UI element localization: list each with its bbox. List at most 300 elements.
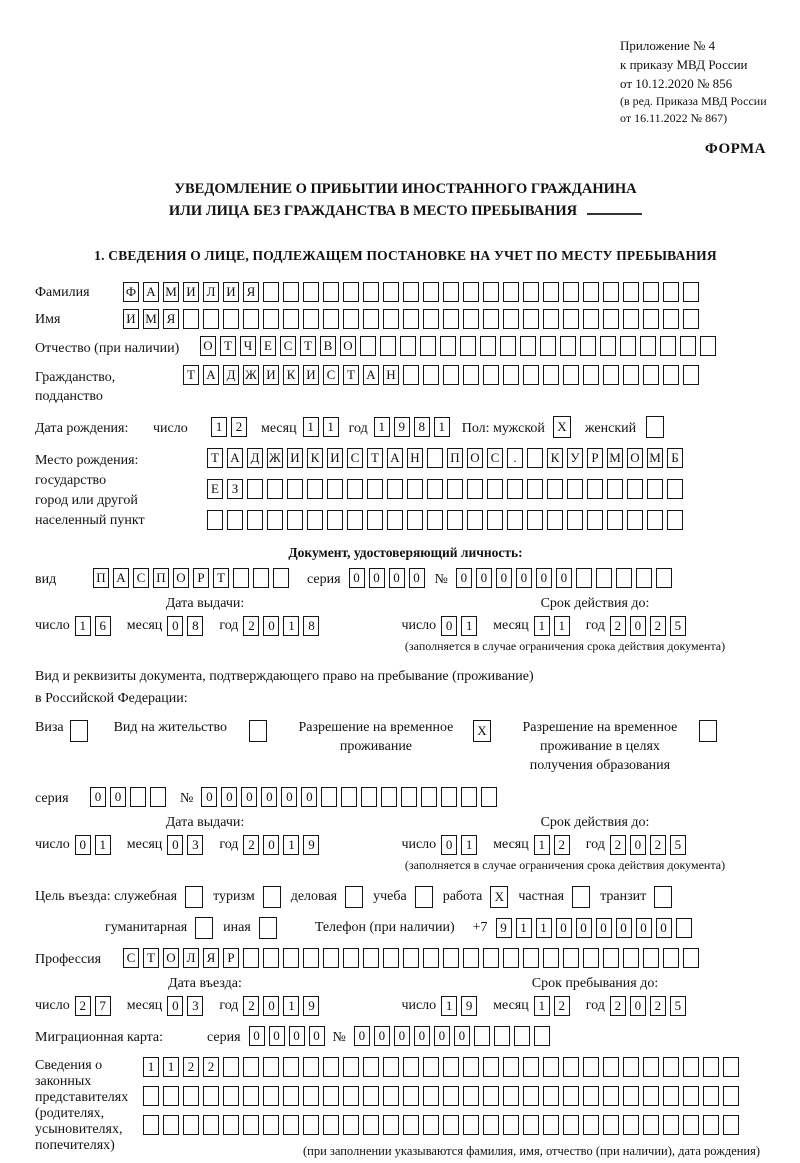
char-box[interactable] xyxy=(503,365,519,385)
char-box[interactable] xyxy=(623,309,639,329)
char-box[interactable]: 5 xyxy=(670,996,686,1016)
char-box[interactable] xyxy=(474,1026,490,1046)
char-box[interactable] xyxy=(643,282,659,302)
char-box[interactable] xyxy=(563,1115,579,1135)
char-box[interactable]: И xyxy=(183,282,199,302)
char-box[interactable] xyxy=(243,1115,259,1135)
char-box[interactable] xyxy=(423,1115,439,1135)
char-box[interactable]: С xyxy=(280,336,296,356)
char-box[interactable] xyxy=(703,1086,719,1106)
char-box[interactable] xyxy=(233,568,249,588)
char-box[interactable] xyxy=(423,948,439,968)
char-box[interactable] xyxy=(483,1086,499,1106)
char-box[interactable] xyxy=(643,309,659,329)
char-box[interactable] xyxy=(363,1057,379,1077)
char-box[interactable] xyxy=(647,510,663,530)
char-box[interactable]: 2 xyxy=(650,835,666,855)
char-box[interactable] xyxy=(463,948,479,968)
char-box[interactable] xyxy=(580,336,596,356)
char-box[interactable]: 0 xyxy=(630,616,646,636)
char-box[interactable] xyxy=(603,1057,619,1077)
char-box[interactable] xyxy=(427,510,443,530)
char-box[interactable]: X xyxy=(473,720,491,742)
char-box[interactable] xyxy=(150,787,166,807)
char-box[interactable] xyxy=(583,948,599,968)
char-box[interactable] xyxy=(347,479,363,499)
char-box[interactable]: 1 xyxy=(211,417,227,437)
char-box[interactable] xyxy=(421,787,437,807)
char-box[interactable]: Р xyxy=(193,568,209,588)
char-box[interactable]: А xyxy=(203,365,219,385)
char-box[interactable] xyxy=(654,886,672,908)
char-box[interactable]: М xyxy=(163,282,179,302)
char-box[interactable]: О xyxy=(467,448,483,468)
char-box[interactable] xyxy=(656,568,672,588)
char-box[interactable] xyxy=(643,365,659,385)
char-box[interactable]: 1 xyxy=(283,616,299,636)
char-box[interactable]: Р xyxy=(223,948,239,968)
char-box[interactable] xyxy=(223,1115,239,1135)
char-box[interactable] xyxy=(547,510,563,530)
char-box[interactable] xyxy=(700,336,716,356)
char-box[interactable] xyxy=(643,1115,659,1135)
char-box[interactable]: О xyxy=(627,448,643,468)
char-box[interactable] xyxy=(503,1057,519,1077)
char-box[interactable] xyxy=(620,336,636,356)
char-box[interactable] xyxy=(283,1057,299,1077)
char-box[interactable]: 2 xyxy=(650,616,666,636)
char-box[interactable] xyxy=(130,787,146,807)
char-box[interactable] xyxy=(447,510,463,530)
char-box[interactable] xyxy=(520,336,536,356)
char-box[interactable] xyxy=(463,1057,479,1077)
char-box[interactable]: 2 xyxy=(554,835,570,855)
char-box[interactable] xyxy=(259,917,277,939)
char-box[interactable]: 3 xyxy=(187,835,203,855)
char-box[interactable] xyxy=(534,1026,550,1046)
char-box[interactable]: 0 xyxy=(556,918,572,938)
char-box[interactable]: 9 xyxy=(303,996,319,1016)
char-box[interactable]: 1 xyxy=(534,835,550,855)
char-box[interactable] xyxy=(323,309,339,329)
char-box[interactable]: Е xyxy=(207,479,223,499)
char-box[interactable] xyxy=(343,309,359,329)
char-box[interactable] xyxy=(603,309,619,329)
char-box[interactable]: . xyxy=(507,448,523,468)
char-box[interactable]: 0 xyxy=(301,787,317,807)
char-box[interactable] xyxy=(443,282,459,302)
char-box[interactable] xyxy=(543,1057,559,1077)
char-box[interactable]: 9 xyxy=(303,835,319,855)
char-box[interactable] xyxy=(576,568,592,588)
char-box[interactable]: 0 xyxy=(354,1026,370,1046)
char-box[interactable]: Т xyxy=(343,365,359,385)
char-box[interactable] xyxy=(676,918,692,938)
char-box[interactable]: 1 xyxy=(534,616,550,636)
char-box[interactable]: Т xyxy=(213,568,229,588)
char-box[interactable] xyxy=(249,720,267,742)
char-box[interactable] xyxy=(427,448,443,468)
char-box[interactable] xyxy=(583,365,599,385)
char-box[interactable] xyxy=(367,510,383,530)
char-box[interactable]: 1 xyxy=(283,996,299,1016)
char-box[interactable] xyxy=(523,365,539,385)
char-box[interactable] xyxy=(607,510,623,530)
char-box[interactable] xyxy=(323,948,339,968)
char-box[interactable]: Ф xyxy=(123,282,139,302)
char-box[interactable] xyxy=(263,282,279,302)
char-box[interactable] xyxy=(627,479,643,499)
char-box[interactable] xyxy=(636,568,652,588)
char-box[interactable] xyxy=(423,1086,439,1106)
char-box[interactable] xyxy=(343,1057,359,1077)
char-box[interactable] xyxy=(273,568,289,588)
char-box[interactable] xyxy=(341,787,357,807)
char-box[interactable] xyxy=(303,1086,319,1106)
char-box[interactable] xyxy=(283,1115,299,1135)
char-box[interactable]: Д xyxy=(247,448,263,468)
char-box[interactable]: Т xyxy=(183,365,199,385)
char-box[interactable]: 1 xyxy=(534,996,550,1016)
char-box[interactable] xyxy=(403,309,419,329)
char-box[interactable]: 0 xyxy=(263,835,279,855)
char-box[interactable] xyxy=(643,1057,659,1077)
char-box[interactable]: 2 xyxy=(650,996,666,1016)
char-box[interactable]: 5 xyxy=(670,835,686,855)
char-box[interactable] xyxy=(363,282,379,302)
char-box[interactable] xyxy=(623,948,639,968)
char-box[interactable]: 0 xyxy=(201,787,217,807)
char-box[interactable] xyxy=(567,479,583,499)
char-box[interactable] xyxy=(723,1057,739,1077)
char-box[interactable] xyxy=(185,886,203,908)
char-box[interactable]: 0 xyxy=(263,616,279,636)
char-box[interactable] xyxy=(347,510,363,530)
char-box[interactable]: 1 xyxy=(434,417,450,437)
char-box[interactable] xyxy=(403,1086,419,1106)
char-box[interactable] xyxy=(243,948,259,968)
char-box[interactable]: 0 xyxy=(434,1026,450,1046)
char-box[interactable]: У xyxy=(567,448,583,468)
char-box[interactable]: Л xyxy=(183,948,199,968)
char-box[interactable] xyxy=(467,479,483,499)
char-box[interactable]: 1 xyxy=(95,835,111,855)
char-box[interactable] xyxy=(243,309,259,329)
char-box[interactable]: Т xyxy=(367,448,383,468)
char-box[interactable] xyxy=(683,948,699,968)
char-box[interactable] xyxy=(403,282,419,302)
char-box[interactable] xyxy=(400,336,416,356)
char-box[interactable]: 0 xyxy=(369,568,385,588)
char-box[interactable]: 0 xyxy=(456,568,472,588)
char-box[interactable] xyxy=(443,309,459,329)
char-box[interactable]: Т xyxy=(143,948,159,968)
char-box[interactable] xyxy=(253,568,269,588)
char-box[interactable] xyxy=(243,1057,259,1077)
char-box[interactable]: 0 xyxy=(221,787,237,807)
char-box[interactable]: И xyxy=(223,282,239,302)
char-box[interactable]: А xyxy=(227,448,243,468)
char-box[interactable] xyxy=(263,1115,279,1135)
char-box[interactable]: Б xyxy=(667,448,683,468)
char-box[interactable]: 0 xyxy=(167,996,183,1016)
char-box[interactable]: Т xyxy=(207,448,223,468)
char-box[interactable]: П xyxy=(93,568,109,588)
char-box[interactable] xyxy=(247,479,263,499)
char-box[interactable] xyxy=(223,309,239,329)
char-box[interactable]: 0 xyxy=(389,568,405,588)
char-box[interactable] xyxy=(143,1115,159,1135)
char-box[interactable] xyxy=(143,1086,159,1106)
char-box[interactable] xyxy=(480,336,496,356)
char-box[interactable]: Ж xyxy=(243,365,259,385)
char-box[interactable]: Н xyxy=(407,448,423,468)
char-box[interactable] xyxy=(483,365,499,385)
char-box[interactable] xyxy=(461,787,477,807)
char-box[interactable]: Я xyxy=(163,309,179,329)
char-box[interactable] xyxy=(227,510,243,530)
char-box[interactable] xyxy=(563,948,579,968)
char-box[interactable] xyxy=(483,1115,499,1135)
char-box[interactable]: О xyxy=(340,336,356,356)
char-box[interactable] xyxy=(267,479,283,499)
char-box[interactable]: Т xyxy=(220,336,236,356)
char-box[interactable]: 9 xyxy=(461,996,477,1016)
char-box[interactable] xyxy=(323,1115,339,1135)
char-box[interactable]: Ч xyxy=(240,336,256,356)
char-box[interactable] xyxy=(663,309,679,329)
char-box[interactable] xyxy=(523,1057,539,1077)
char-box[interactable]: 0 xyxy=(167,616,183,636)
char-box[interactable]: 0 xyxy=(281,787,297,807)
char-box[interactable] xyxy=(563,1057,579,1077)
char-box[interactable]: 0 xyxy=(241,787,257,807)
char-box[interactable] xyxy=(307,510,323,530)
char-box[interactable]: 5 xyxy=(670,616,686,636)
char-box[interactable] xyxy=(283,1086,299,1106)
char-box[interactable]: X xyxy=(490,886,508,908)
char-box[interactable] xyxy=(643,948,659,968)
char-box[interactable] xyxy=(387,510,403,530)
char-box[interactable] xyxy=(507,479,523,499)
char-box[interactable]: С xyxy=(133,568,149,588)
char-box[interactable] xyxy=(487,479,503,499)
char-box[interactable]: 0 xyxy=(75,835,91,855)
char-box[interactable] xyxy=(523,282,539,302)
char-box[interactable] xyxy=(323,1057,339,1077)
char-box[interactable] xyxy=(540,336,556,356)
char-box[interactable] xyxy=(563,365,579,385)
char-box[interactable]: 7 xyxy=(95,996,111,1016)
char-box[interactable]: 2 xyxy=(610,996,626,1016)
char-box[interactable] xyxy=(195,917,213,939)
char-box[interactable] xyxy=(163,1115,179,1135)
char-box[interactable]: 1 xyxy=(374,417,390,437)
char-box[interactable] xyxy=(467,510,483,530)
char-box[interactable]: 8 xyxy=(187,616,203,636)
char-box[interactable]: Т xyxy=(300,336,316,356)
char-box[interactable]: В xyxy=(320,336,336,356)
char-box[interactable] xyxy=(367,479,383,499)
char-box[interactable]: 0 xyxy=(249,1026,265,1046)
char-box[interactable] xyxy=(683,1086,699,1106)
char-box[interactable] xyxy=(401,787,417,807)
char-box[interactable]: 0 xyxy=(441,835,457,855)
char-box[interactable] xyxy=(703,1115,719,1135)
char-box[interactable] xyxy=(494,1026,510,1046)
char-box[interactable]: И xyxy=(303,365,319,385)
char-box[interactable] xyxy=(616,568,632,588)
char-box[interactable] xyxy=(440,336,456,356)
char-box[interactable] xyxy=(423,1057,439,1077)
char-box[interactable] xyxy=(383,1115,399,1135)
char-box[interactable] xyxy=(547,479,563,499)
char-box[interactable] xyxy=(503,1086,519,1106)
char-box[interactable] xyxy=(563,1086,579,1106)
char-box[interactable]: 0 xyxy=(454,1026,470,1046)
char-box[interactable] xyxy=(463,1086,479,1106)
char-box[interactable]: М xyxy=(647,448,663,468)
char-box[interactable] xyxy=(343,1115,359,1135)
char-box[interactable] xyxy=(70,720,88,742)
char-box[interactable]: З xyxy=(227,479,243,499)
char-box[interactable] xyxy=(403,1115,419,1135)
char-box[interactable]: 1 xyxy=(163,1057,179,1077)
char-box[interactable]: 2 xyxy=(243,996,259,1016)
char-box[interactable] xyxy=(600,336,616,356)
char-box[interactable] xyxy=(443,948,459,968)
char-box[interactable] xyxy=(483,948,499,968)
char-box[interactable] xyxy=(361,787,377,807)
char-box[interactable] xyxy=(283,309,299,329)
char-box[interactable]: О xyxy=(163,948,179,968)
char-box[interactable]: С xyxy=(487,448,503,468)
char-box[interactable] xyxy=(303,282,319,302)
char-box[interactable] xyxy=(567,510,583,530)
char-box[interactable] xyxy=(403,948,419,968)
char-box[interactable] xyxy=(407,510,423,530)
char-box[interactable] xyxy=(415,886,433,908)
char-box[interactable] xyxy=(283,282,299,302)
char-box[interactable] xyxy=(683,1115,699,1135)
char-box[interactable] xyxy=(481,787,497,807)
char-box[interactable] xyxy=(587,479,603,499)
char-box[interactable]: 1 xyxy=(516,918,532,938)
char-box[interactable] xyxy=(483,309,499,329)
char-box[interactable]: 0 xyxy=(656,918,672,938)
char-box[interactable] xyxy=(703,1057,719,1077)
char-box[interactable] xyxy=(523,948,539,968)
char-box[interactable] xyxy=(660,336,676,356)
char-box[interactable] xyxy=(303,1057,319,1077)
char-box[interactable] xyxy=(420,336,436,356)
char-box[interactable] xyxy=(460,336,476,356)
char-box[interactable] xyxy=(503,1115,519,1135)
char-box[interactable] xyxy=(663,1057,679,1077)
char-box[interactable]: 0 xyxy=(630,996,646,1016)
char-box[interactable] xyxy=(543,948,559,968)
char-box[interactable] xyxy=(503,948,519,968)
char-box[interactable]: 0 xyxy=(394,1026,410,1046)
char-box[interactable] xyxy=(463,1115,479,1135)
char-box[interactable] xyxy=(483,282,499,302)
char-box[interactable]: С xyxy=(323,365,339,385)
char-box[interactable] xyxy=(321,787,337,807)
char-box[interactable]: П xyxy=(153,568,169,588)
char-box[interactable] xyxy=(383,282,399,302)
char-box[interactable] xyxy=(572,886,590,908)
char-box[interactable]: 2 xyxy=(610,616,626,636)
char-box[interactable] xyxy=(646,416,664,438)
char-box[interactable]: 6 xyxy=(95,616,111,636)
char-box[interactable] xyxy=(203,309,219,329)
char-box[interactable] xyxy=(463,365,479,385)
char-box[interactable] xyxy=(203,1115,219,1135)
char-box[interactable]: М xyxy=(143,309,159,329)
char-box[interactable] xyxy=(723,1086,739,1106)
char-box[interactable] xyxy=(583,1086,599,1106)
char-box[interactable] xyxy=(267,510,283,530)
char-box[interactable] xyxy=(627,510,643,530)
char-box[interactable] xyxy=(603,1086,619,1106)
char-box[interactable]: 1 xyxy=(143,1057,159,1077)
char-box[interactable] xyxy=(383,1086,399,1106)
char-box[interactable]: 1 xyxy=(283,835,299,855)
char-box[interactable] xyxy=(323,1086,339,1106)
char-box[interactable]: 8 xyxy=(414,417,430,437)
char-box[interactable] xyxy=(345,886,363,908)
char-box[interactable] xyxy=(487,510,503,530)
char-box[interactable] xyxy=(623,1086,639,1106)
char-box[interactable] xyxy=(360,336,376,356)
char-box[interactable]: И xyxy=(327,448,343,468)
char-box[interactable] xyxy=(343,1086,359,1106)
char-box[interactable]: Л xyxy=(203,282,219,302)
char-box[interactable]: 1 xyxy=(554,616,570,636)
char-box[interactable] xyxy=(503,282,519,302)
char-box[interactable]: О xyxy=(200,336,216,356)
char-box[interactable] xyxy=(640,336,656,356)
char-box[interactable] xyxy=(663,1086,679,1106)
char-box[interactable] xyxy=(723,1115,739,1135)
char-box[interactable] xyxy=(223,1057,239,1077)
char-box[interactable]: С xyxy=(347,448,363,468)
char-box[interactable] xyxy=(380,336,396,356)
char-box[interactable]: 0 xyxy=(90,787,106,807)
char-box[interactable]: 1 xyxy=(75,616,91,636)
char-box[interactable] xyxy=(403,1057,419,1077)
char-box[interactable] xyxy=(247,510,263,530)
char-box[interactable] xyxy=(563,309,579,329)
char-box[interactable] xyxy=(287,479,303,499)
char-box[interactable]: Ж xyxy=(267,448,283,468)
char-box[interactable]: 0 xyxy=(110,787,126,807)
char-box[interactable]: 2 xyxy=(243,616,259,636)
char-box[interactable]: К xyxy=(547,448,563,468)
char-box[interactable] xyxy=(507,510,523,530)
char-box[interactable] xyxy=(500,336,516,356)
char-box[interactable]: 9 xyxy=(496,918,512,938)
char-box[interactable]: 0 xyxy=(167,835,183,855)
char-box[interactable] xyxy=(263,1086,279,1106)
char-box[interactable] xyxy=(443,1086,459,1106)
char-box[interactable] xyxy=(607,479,623,499)
char-box[interactable] xyxy=(381,787,397,807)
char-box[interactable] xyxy=(183,309,199,329)
char-box[interactable]: И xyxy=(287,448,303,468)
char-box[interactable]: А xyxy=(113,568,129,588)
char-box[interactable]: 2 xyxy=(231,417,247,437)
